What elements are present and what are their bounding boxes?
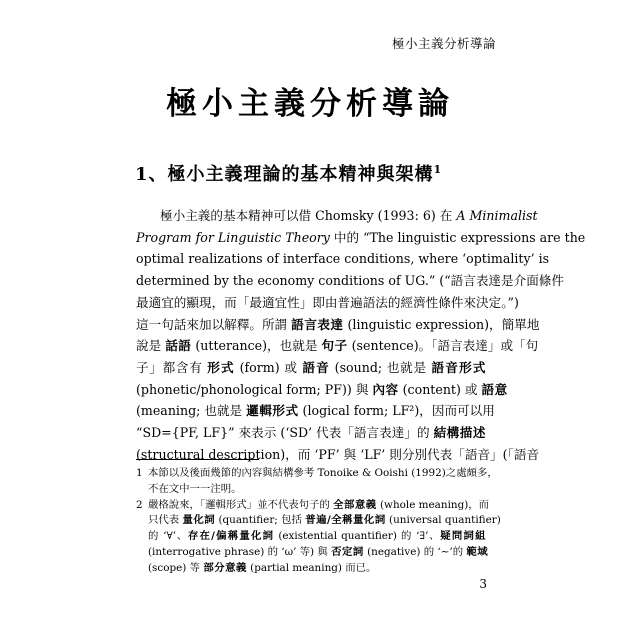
text-run: (content) 或: [398, 381, 482, 397]
text-line: [136, 335, 539, 357]
text-run: determined by the economy conditions of UG.” (“語言表達是介面條件: [136, 273, 564, 289]
term: 語言表達: [291, 316, 344, 332]
term: 結構描述: [433, 425, 486, 441]
text-line: [136, 227, 586, 249]
text-run: 不在文中一一注明。: [148, 482, 242, 495]
footnote-line: [136, 498, 490, 514]
footnote-line: [136, 482, 486, 498]
text-line: [136, 205, 538, 227]
text-run: (phonetic/phonological form; PF)) 與: [136, 381, 373, 397]
text-run: (sound; 也就是: [329, 359, 432, 375]
page-number: 3: [479, 577, 487, 591]
text-run: (partial meaning) 而已。: [246, 561, 377, 574]
term: 語音: [302, 359, 330, 375]
text-line: [136, 444, 540, 466]
text-run: (negative) 的 ‘∼’的: [363, 545, 467, 558]
text-run: (meaning; 也就是: [136, 403, 247, 419]
term: 邏輯形式: [246, 403, 299, 419]
text-line: [136, 422, 486, 444]
text-run: (utterance)，也就是: [191, 338, 322, 354]
running-header: 極小主義分析導論: [391, 36, 496, 51]
text-line: [136, 292, 519, 314]
footnote-marker: 1: [433, 163, 443, 176]
text-run: (form) 或: [234, 359, 303, 375]
text-run: 中的 “The linguistic expressions are the: [329, 229, 586, 245]
term: 句子: [321, 338, 348, 354]
text-run: 只代表: [148, 514, 183, 527]
text-run: (linguistic expression)，簡單地: [343, 316, 540, 332]
text-run: (universal quantifier): [385, 514, 501, 527]
text-run: 本節以及後面幾節的內容與結構參考 Tonoike & Ooishi (1992)之處頗多，: [148, 467, 498, 479]
italic-title: A Minimalist: [456, 208, 538, 223]
text-run: (sentence)。「語言表達」或「句: [347, 338, 539, 354]
text-run: “SD={PF, LF}” 來表示 (‘SD’ 代表「語言表達」的: [136, 425, 434, 441]
term: 否定詞: [331, 545, 364, 558]
term: 部分意義: [203, 561, 247, 574]
term: 全部意義: [333, 498, 377, 511]
text-run: 極小主義的基本精神可以借 Chomsky (1993: 6) 在: [160, 208, 457, 223]
text-run: (whole meaning)，而: [376, 498, 490, 511]
term: 語音形式: [431, 359, 487, 375]
page-title: 極小主義分析導論: [166, 86, 454, 122]
section-heading: [135, 160, 442, 186]
text-run: (logical form; LF²)，因而可以用: [298, 403, 495, 419]
term: 範域: [466, 545, 489, 558]
footnote-line: [136, 561, 486, 577]
term: 形式: [207, 359, 235, 375]
text-run: 這一句話來加以解釋。所謂: [136, 316, 292, 332]
text-run: (quantifier; 包括: [215, 514, 306, 527]
text-run: 的 ‘∀’、: [148, 530, 188, 543]
body-paragraph: [136, 205, 586, 465]
footnotes: [136, 466, 501, 577]
text-line: [136, 400, 495, 422]
text-run: optimal realizations of interface conditions, where ‘optimality’ is: [136, 251, 550, 267]
text-run: (scope) 等: [148, 561, 204, 574]
text-run: 說是: [136, 338, 166, 354]
footnote-divider: [136, 459, 259, 460]
text-run: (existential quantifier) 的 ‘∃’、: [274, 530, 441, 543]
text-line: [136, 379, 508, 401]
text-run: (structural description)，而 ‘PF’ 與 ‘LF’ 則分別代表「語音」(「語音: [136, 446, 540, 462]
term: 量化詞: [182, 514, 216, 527]
footnote-number: 1: [136, 467, 143, 479]
footnote-number: 2: [136, 498, 143, 511]
term: 普遍/全稱量化詞: [305, 514, 386, 527]
text-run: (interrogative phrase) 的 ‘ω’ 等) 與: [148, 545, 332, 558]
footnote-line: [136, 529, 486, 545]
footnote-line: [136, 545, 489, 561]
text-line: [136, 314, 540, 336]
term: 內容: [372, 381, 399, 397]
term: 存在/偏稱量化詞: [187, 530, 275, 543]
text-line: [136, 357, 486, 379]
footnote-line: [136, 466, 498, 482]
footnote-line: [136, 513, 501, 529]
text-run: 子」都含有: [136, 359, 208, 375]
text-run: 最適宜的顯現，而「最適宜性」即由普遍語法的經濟性條件來決定。”): [136, 294, 519, 310]
section-heading-text: 1、極小主義理論的基本精神與架構: [135, 164, 434, 185]
term: 語意: [481, 381, 508, 397]
text-run: 嚴格說來，「邏輯形式」並不代表句子的: [148, 498, 334, 511]
text-line: [136, 270, 564, 292]
term: 疑問詞組: [440, 530, 486, 543]
term: 話語: [165, 338, 192, 354]
text-line: [136, 248, 550, 270]
italic-title: Program for Linguistic Theory: [136, 229, 330, 245]
